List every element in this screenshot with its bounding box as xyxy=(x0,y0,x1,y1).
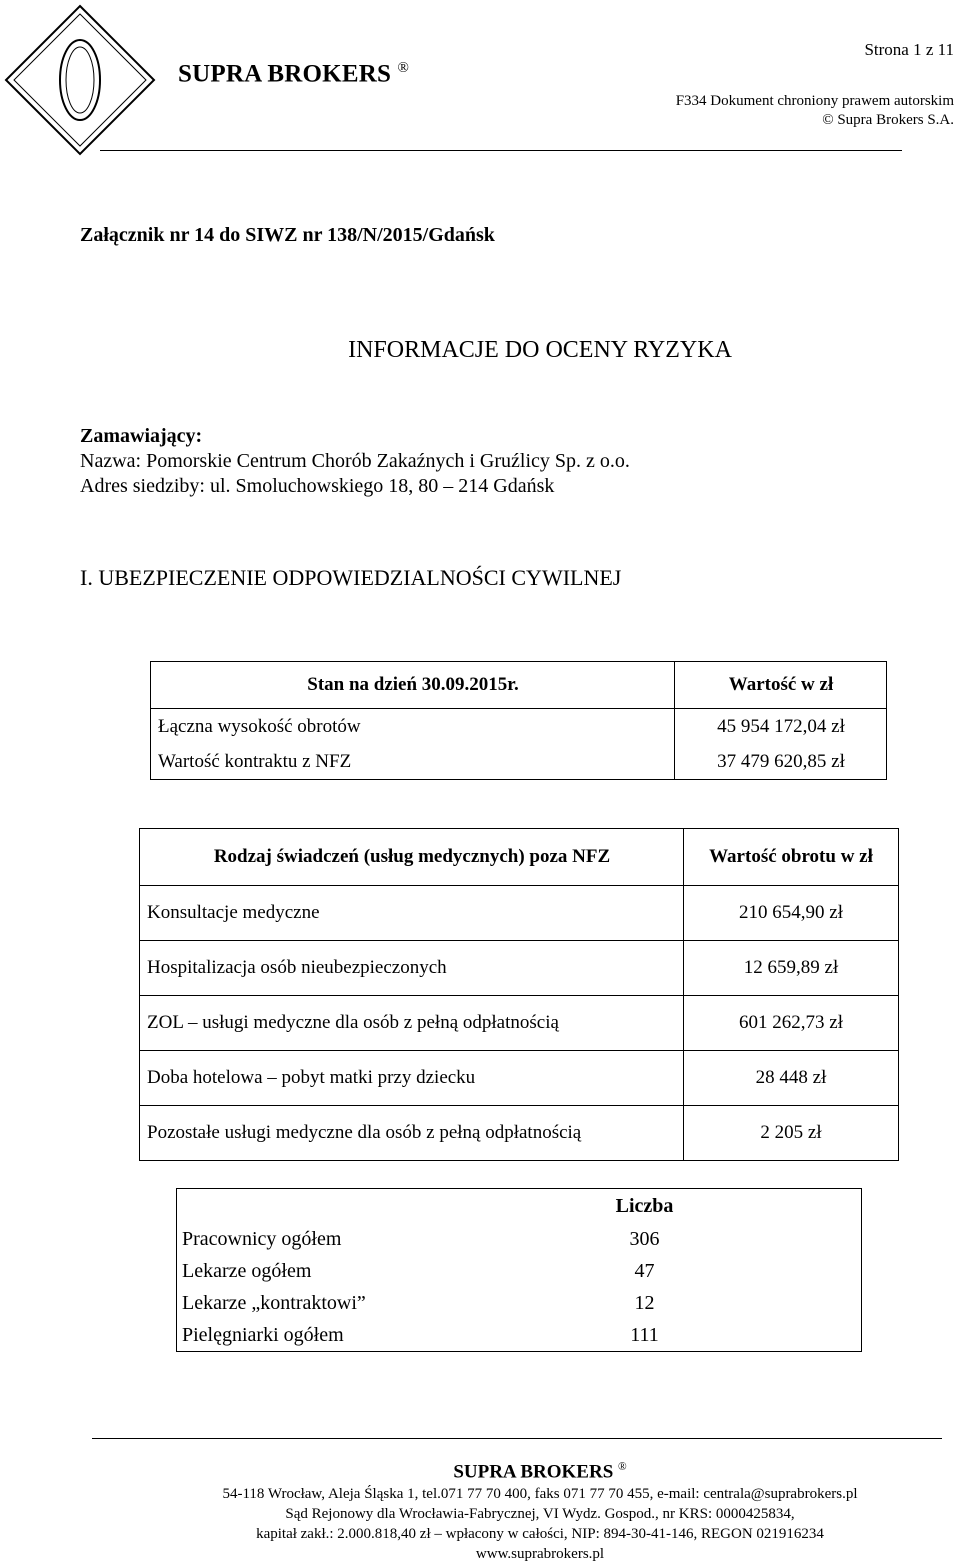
table-cell-label: Łączna wysokość obrotów xyxy=(151,709,675,745)
table-row xyxy=(177,1223,862,1255)
client-info xyxy=(80,424,630,499)
table-header-cell: Liczba xyxy=(552,1189,862,1224)
table-row xyxy=(177,1287,862,1319)
table-cell-label: Lekarze „kontraktowi” xyxy=(177,1287,553,1319)
section-title: I. UBEZPIECZENIE ODPOWIEDZIALNOŚCI CYWILNEJ xyxy=(80,565,622,590)
staff-table xyxy=(176,1188,862,1352)
table-cell-value: 28 448 zł xyxy=(684,1051,899,1106)
table-cell-value: 111 xyxy=(552,1319,862,1352)
table-row xyxy=(140,1106,899,1161)
table-header-cell-empty xyxy=(177,1189,553,1224)
table-row xyxy=(140,996,899,1051)
table-cell-value: 601 262,73 zł xyxy=(684,996,899,1051)
annex-heading: Załącznik nr 14 do SIWZ nr 138/N/2015/Gdańsk xyxy=(80,224,495,246)
table-cell-value: 12 659,89 zł xyxy=(684,941,899,996)
page-number: Strona 1 z 11 xyxy=(864,40,954,59)
client-address: Adres siedziby: ul. Smoluchowskiego 18, 80 – 214 Gdańsk xyxy=(80,475,555,497)
table-cell-value: 12 xyxy=(552,1287,862,1319)
table-header-cell: Wartość obrotu w zł xyxy=(684,829,899,886)
client-label: Zamawiający: xyxy=(80,425,203,447)
footer-court: Sąd Rejonowy dla Wrocławia-Fabrycznej, VI Wydz. Gospod., nr KRS: 0000425834, xyxy=(285,1506,795,1523)
table-cell-value: 47 xyxy=(552,1255,862,1287)
table-row xyxy=(140,1051,899,1106)
table-cell-label: Hospitalizacja osób nieubezpieczonych xyxy=(140,941,684,996)
table-cell-value: 45 954 172,04 zł xyxy=(675,709,887,745)
supra-brokers-logo xyxy=(0,0,160,160)
table-row xyxy=(151,709,887,745)
finance-table xyxy=(150,661,887,780)
table-cell-label: Pracownicy ogółem xyxy=(177,1223,553,1255)
table-cell-label: Doba hotelowa – pobyt matki przy dziecku xyxy=(140,1051,684,1106)
registered-mark: ® xyxy=(397,60,410,76)
table-cell-value: 210 654,90 zł xyxy=(684,886,899,941)
registered-mark: ® xyxy=(618,1461,627,1473)
table-header-cell: Wartość w zł xyxy=(675,662,887,709)
table-cell-label: ZOL – usługi medyczne dla osób z pełną odpłatnością xyxy=(140,996,684,1051)
table-row xyxy=(177,1319,862,1352)
page-footer xyxy=(0,1455,960,1564)
brand-name: SUPRA BROKERS ® xyxy=(178,60,410,88)
client-name: Nazwa: Pomorskie Centrum Chorób Zakaźnych i Gruźlicy Sp. z o.o. xyxy=(80,450,630,472)
page-title: INFORMACJE DO OCENY RYZYKA xyxy=(348,337,732,363)
table-row xyxy=(140,941,899,996)
table-header-cell: Stan na dzień 30.09.2015r. xyxy=(151,662,675,709)
document-notice xyxy=(676,92,954,130)
copyright-notice: F334 Dokument chroniony prawem autorskim xyxy=(675,93,954,109)
table-cell-label: Pielęgniarki ogółem xyxy=(177,1319,553,1352)
table-header-row xyxy=(151,662,887,709)
footer-divider xyxy=(92,1438,942,1439)
table-cell-label: Wartość kontraktu z NFZ xyxy=(151,744,675,780)
header-divider xyxy=(100,150,902,151)
copyright-owner: © Supra Brokers S.A. xyxy=(822,112,954,128)
table-row xyxy=(177,1255,862,1287)
table-row xyxy=(140,886,899,941)
table-row xyxy=(151,744,887,780)
table-header-row xyxy=(177,1189,862,1224)
table-header-row xyxy=(140,829,899,886)
footer-brand: SUPRA BROKERS ® xyxy=(453,1461,627,1483)
table-header-cell: Rodzaj świadczeń (usług medycznych) poza NFZ xyxy=(140,829,684,886)
services-table xyxy=(139,828,899,1161)
table-cell-value: 37 479 620,85 zł xyxy=(675,744,887,780)
table-cell-value: 306 xyxy=(552,1223,862,1255)
footer-capital: kapitał zakł.: 2.000.818,40 zł – wpłacony w całości, NIP: 894-30-41-146, REGON 021916234 xyxy=(256,1526,824,1543)
table-cell-label: Lekarze ogółem xyxy=(177,1255,553,1287)
footer-website: www.suprabrokers.pl xyxy=(475,1546,605,1563)
table-cell-label: Pozostałe usługi medyczne dla osób z pełną odpłatnością xyxy=(140,1106,684,1161)
footer-address: 54-118 Wrocław, Aleja Śląska 1, tel.071 77 70 400, faks 071 77 70 455, e-mail: centrala@suprabrokers.pl xyxy=(222,1486,858,1503)
table-cell-value: 2 205 zł xyxy=(684,1106,899,1161)
table-cell-label: Konsultacje medyczne xyxy=(140,886,684,941)
